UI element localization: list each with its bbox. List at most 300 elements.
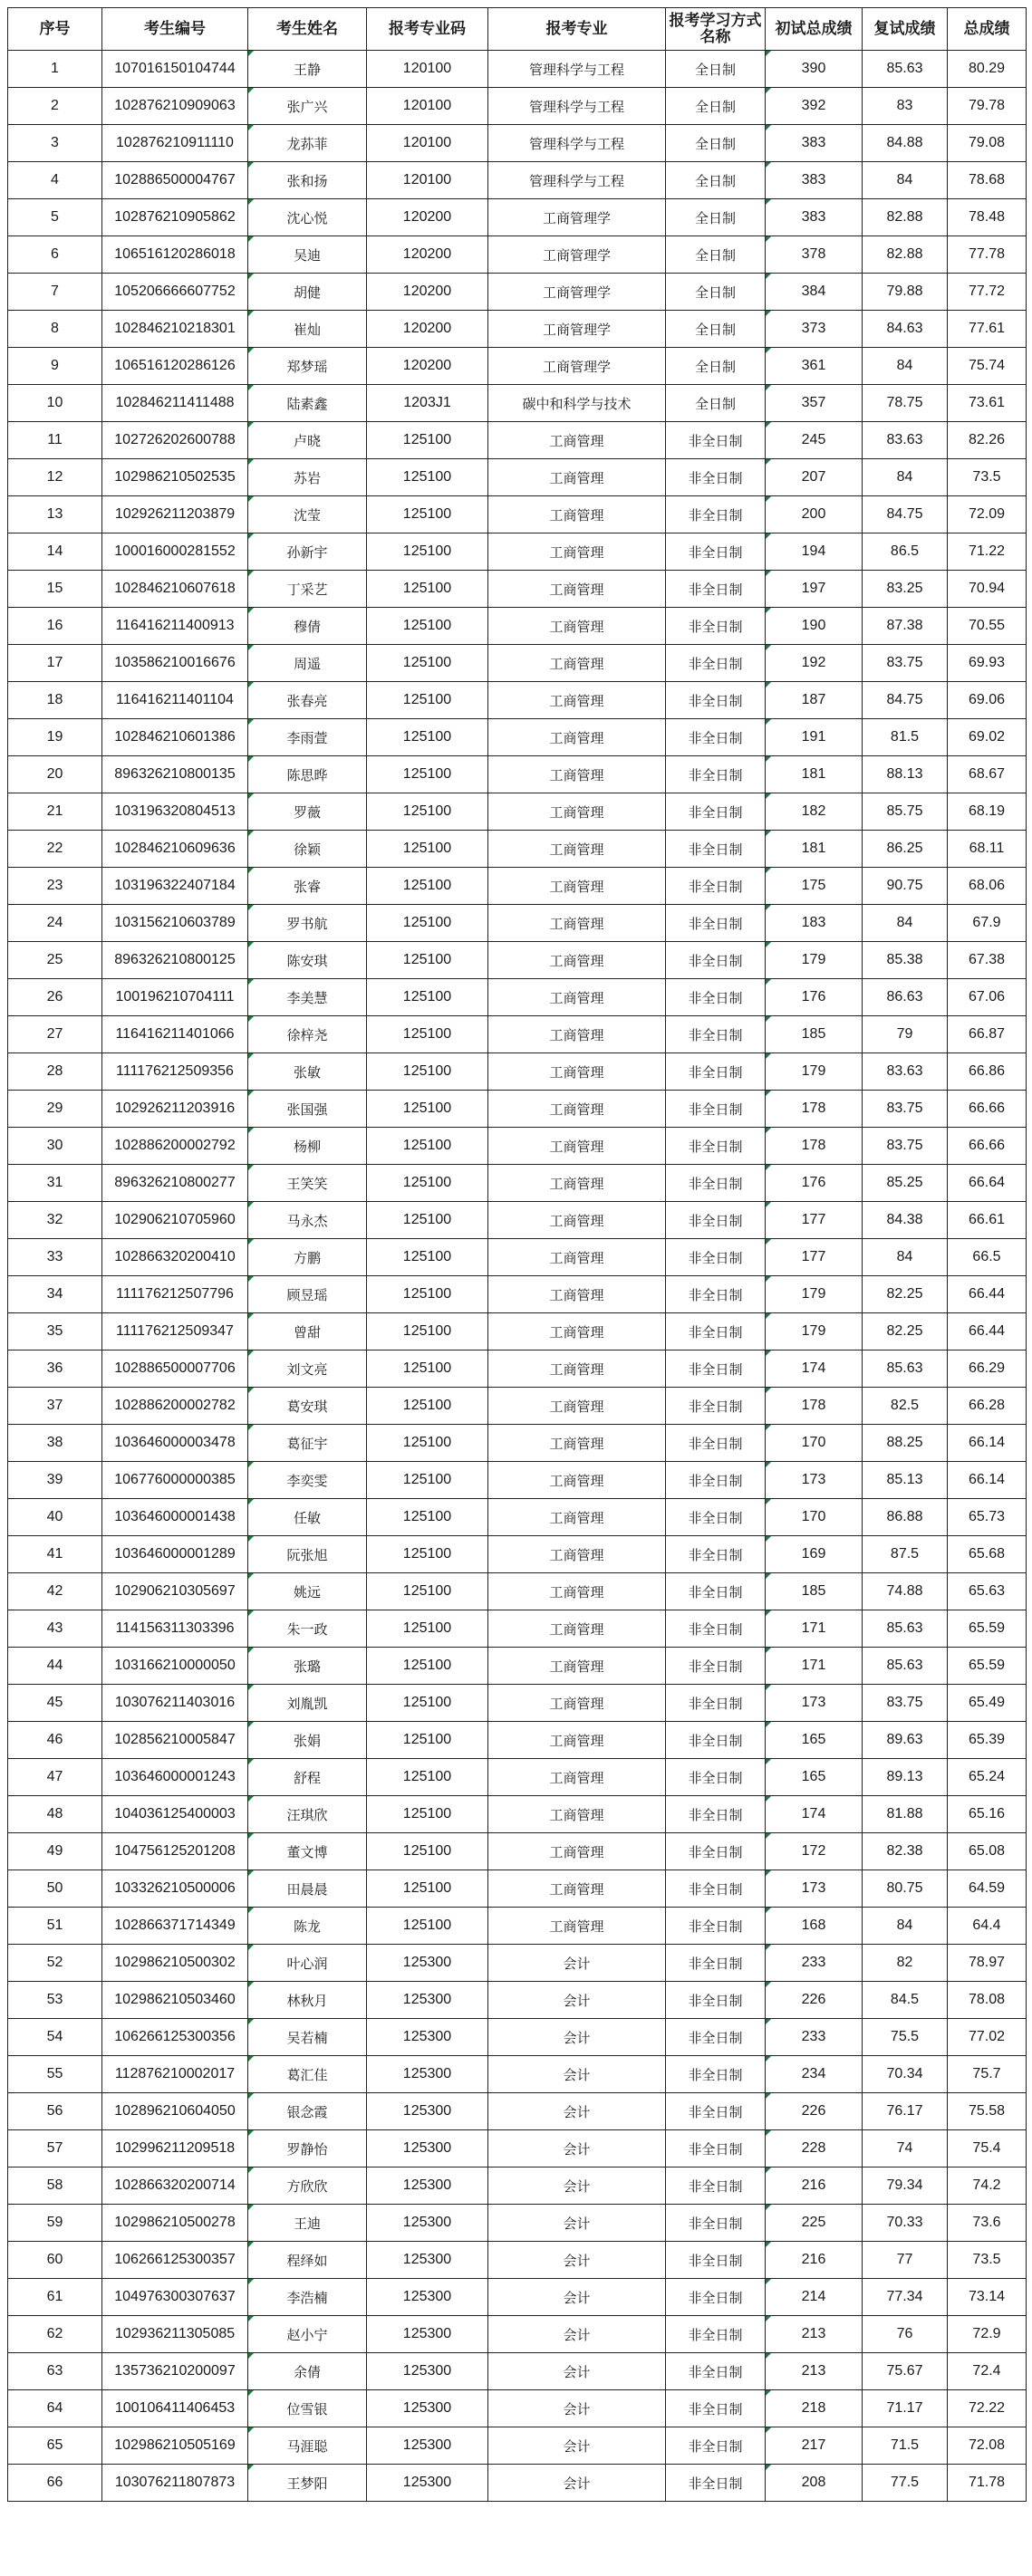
cell-major-code: 125100 — [367, 719, 488, 756]
col-header-initial-score: 初试总成绩 — [766, 8, 863, 51]
cell-major-code: 125100 — [367, 1350, 488, 1388]
cell-retest-score: 70.34 — [863, 2056, 948, 2093]
cell-retest-score: 79.34 — [863, 2167, 948, 2205]
cell-major: 会计 — [488, 2056, 666, 2093]
cell-name: 王梦阳 — [248, 2465, 367, 2502]
cell-major-code: 125100 — [367, 793, 488, 831]
cell-major: 工商管理 — [488, 905, 666, 942]
cell-candidate-id: 111176212509347 — [102, 1313, 248, 1350]
cell-major-code: 120200 — [367, 348, 488, 385]
cell-initial-score: 178 — [766, 1128, 863, 1165]
cell-major-code: 125100 — [367, 1648, 488, 1685]
cell-initial-score: 392 — [766, 88, 863, 125]
cell-index: 33 — [8, 1239, 102, 1276]
cell-retest-score: 81.5 — [863, 719, 948, 756]
cell-index: 12 — [8, 459, 102, 496]
cell-retest-score: 74.88 — [863, 1573, 948, 1610]
cell-candidate-id: 102886200002782 — [102, 1388, 248, 1425]
cell-candidate-id: 102906210705960 — [102, 1202, 248, 1239]
cell-major-code: 125100 — [367, 1462, 488, 1499]
cell-total-score: 75.4 — [948, 2130, 1027, 2167]
cell-total-score: 77.02 — [948, 2019, 1027, 2056]
cell-candidate-id: 896326210800277 — [102, 1165, 248, 1202]
table-row — [8, 2019, 1027, 2056]
cell-major: 工商管理学 — [488, 311, 666, 348]
cell-major-code: 125100 — [367, 1091, 488, 1128]
cell-total-score: 70.94 — [948, 571, 1027, 608]
cell-major: 管理科学与工程 — [488, 125, 666, 162]
cell-study-mode: 非全日制 — [666, 1053, 766, 1091]
cell-major-code: 125100 — [367, 608, 488, 645]
cell-candidate-id: 103156210603789 — [102, 905, 248, 942]
cell-total-score: 82.26 — [948, 422, 1027, 459]
cell-study-mode: 非全日制 — [666, 1091, 766, 1128]
cell-retest-score: 84.5 — [863, 1982, 948, 2019]
cell-index: 39 — [8, 1462, 102, 1499]
table-body — [8, 51, 1027, 2502]
table-row — [8, 348, 1027, 385]
cell-retest-score: 85.63 — [863, 1610, 948, 1648]
cell-retest-score: 74 — [863, 2130, 948, 2167]
cell-candidate-id: 102886500007706 — [102, 1350, 248, 1388]
cell-name: 陈思晔 — [248, 756, 367, 793]
cell-major: 会计 — [488, 2279, 666, 2316]
table-row — [8, 831, 1027, 868]
cell-initial-score: 245 — [766, 422, 863, 459]
cell-initial-score: 173 — [766, 1462, 863, 1499]
cell-total-score: 79.08 — [948, 125, 1027, 162]
col-header-major: 报考专业 — [488, 8, 666, 51]
cell-retest-score: 83.75 — [863, 1685, 948, 1722]
cell-major: 工商管理 — [488, 756, 666, 793]
cell-study-mode: 非全日制 — [666, 2167, 766, 2205]
cell-total-score: 70.55 — [948, 608, 1027, 645]
cell-name: 沈心悦 — [248, 199, 367, 236]
cell-major-code: 125300 — [367, 2242, 488, 2279]
cell-name: 罗薇 — [248, 793, 367, 831]
cell-total-score: 79.78 — [948, 88, 1027, 125]
cell-major: 工商管理 — [488, 1128, 666, 1165]
cell-total-score: 66.44 — [948, 1313, 1027, 1350]
cell-retest-score: 83.25 — [863, 571, 948, 608]
cell-major-code: 125300 — [367, 1945, 488, 1982]
cell-total-score: 72.08 — [948, 2427, 1027, 2465]
cell-initial-score: 165 — [766, 1759, 863, 1796]
cell-major: 会计 — [488, 2093, 666, 2130]
cell-major-code: 125100 — [367, 1499, 488, 1536]
cell-initial-score: 171 — [766, 1610, 863, 1648]
cell-index: 5 — [8, 199, 102, 236]
cell-retest-score: 82.5 — [863, 1388, 948, 1425]
cell-name: 刘文亮 — [248, 1350, 367, 1388]
cell-candidate-id: 102876210911110 — [102, 125, 248, 162]
cell-candidate-id: 111176212509356 — [102, 1053, 248, 1091]
cell-initial-score: 177 — [766, 1239, 863, 1276]
cell-initial-score: 176 — [766, 1165, 863, 1202]
cell-study-mode: 全日制 — [666, 88, 766, 125]
cell-retest-score: 82.25 — [863, 1276, 948, 1313]
cell-study-mode: 非全日制 — [666, 1388, 766, 1425]
cell-major: 工商管理 — [488, 1536, 666, 1573]
cell-total-score: 77.72 — [948, 274, 1027, 311]
cell-total-score: 67.38 — [948, 942, 1027, 979]
cell-major: 工商管理 — [488, 422, 666, 459]
cell-candidate-id: 103586210016676 — [102, 645, 248, 682]
cell-retest-score: 75.67 — [863, 2353, 948, 2390]
cell-candidate-id: 100196210704111 — [102, 979, 248, 1016]
cell-retest-score: 85.25 — [863, 1165, 948, 1202]
cell-initial-score: 228 — [766, 2130, 863, 2167]
cell-index: 40 — [8, 1499, 102, 1536]
cell-name: 张春亮 — [248, 682, 367, 719]
cell-retest-score: 89.63 — [863, 1722, 948, 1759]
cell-retest-score: 87.5 — [863, 1536, 948, 1573]
cell-name: 方鹏 — [248, 1239, 367, 1276]
cell-index: 13 — [8, 496, 102, 533]
cell-retest-score: 90.75 — [863, 868, 948, 905]
cell-index: 59 — [8, 2205, 102, 2242]
cell-index: 24 — [8, 905, 102, 942]
cell-retest-score: 84 — [863, 348, 948, 385]
cell-retest-score: 82 — [863, 1945, 948, 1982]
cell-name: 田晨晨 — [248, 1870, 367, 1908]
cell-major-code: 125100 — [367, 1202, 488, 1239]
cell-major-code: 125100 — [367, 1425, 488, 1462]
cell-candidate-id: 102986210502535 — [102, 459, 248, 496]
table-row — [8, 571, 1027, 608]
cell-major: 会计 — [488, 1945, 666, 1982]
table-row — [8, 2242, 1027, 2279]
cell-initial-score: 225 — [766, 2205, 863, 2242]
cell-retest-score: 82.88 — [863, 236, 948, 274]
cell-initial-score: 384 — [766, 274, 863, 311]
cell-study-mode: 非全日制 — [666, 2205, 766, 2242]
col-header-retest-score: 复试成绩 — [863, 8, 948, 51]
cell-major: 工商管理 — [488, 496, 666, 533]
cell-study-mode: 全日制 — [666, 348, 766, 385]
col-header-index: 序号 — [8, 8, 102, 51]
cell-index: 62 — [8, 2316, 102, 2353]
cell-retest-score: 86.88 — [863, 1499, 948, 1536]
cell-initial-score: 234 — [766, 2056, 863, 2093]
cell-candidate-id: 103646000003478 — [102, 1425, 248, 1462]
cell-study-mode: 非全日制 — [666, 719, 766, 756]
cell-major-code: 125100 — [367, 1239, 488, 1276]
table-row — [8, 1648, 1027, 1685]
cell-retest-score: 77 — [863, 2242, 948, 2279]
cell-index: 38 — [8, 1425, 102, 1462]
cell-study-mode: 非全日制 — [666, 1759, 766, 1796]
cell-major: 工商管理 — [488, 793, 666, 831]
cell-retest-score: 86.63 — [863, 979, 948, 1016]
cell-candidate-id: 106266125300356 — [102, 2019, 248, 2056]
cell-retest-score: 79 — [863, 1016, 948, 1053]
cell-candidate-id: 102846210607618 — [102, 571, 248, 608]
table-row — [8, 905, 1027, 942]
cell-candidate-id: 116416211401104 — [102, 682, 248, 719]
cell-total-score: 80.29 — [948, 51, 1027, 88]
cell-initial-score: 185 — [766, 1573, 863, 1610]
table-row — [8, 1499, 1027, 1536]
table-row — [8, 1722, 1027, 1759]
cell-candidate-id: 103196322407184 — [102, 868, 248, 905]
cell-candidate-id: 103076211807873 — [102, 2465, 248, 2502]
cell-name: 刘胤凯 — [248, 1685, 367, 1722]
cell-major-code: 120100 — [367, 51, 488, 88]
cell-major-code: 125300 — [367, 1982, 488, 2019]
cell-name: 吴若楠 — [248, 2019, 367, 2056]
cell-major: 工商管理 — [488, 719, 666, 756]
cell-index: 23 — [8, 868, 102, 905]
table-row — [8, 1165, 1027, 1202]
cell-index: 35 — [8, 1313, 102, 1350]
cell-study-mode: 非全日制 — [666, 1610, 766, 1648]
col-header-name: 考生姓名 — [248, 8, 367, 51]
table-row — [8, 645, 1027, 682]
cell-retest-score: 77.34 — [863, 2279, 948, 2316]
cell-total-score: 78.08 — [948, 1982, 1027, 2019]
cell-total-score: 66.64 — [948, 1165, 1027, 1202]
table-row — [8, 2167, 1027, 2205]
table-row — [8, 51, 1027, 88]
cell-initial-score: 168 — [766, 1908, 863, 1945]
cell-name: 阮张旭 — [248, 1536, 367, 1573]
cell-major-code: 125100 — [367, 682, 488, 719]
cell-study-mode: 全日制 — [666, 236, 766, 274]
cell-candidate-id: 102986210500302 — [102, 1945, 248, 1982]
cell-name: 罗静怡 — [248, 2130, 367, 2167]
cell-index: 50 — [8, 1870, 102, 1908]
cell-retest-score: 89.13 — [863, 1759, 948, 1796]
cell-initial-score: 179 — [766, 1313, 863, 1350]
cell-major: 工商管理 — [488, 979, 666, 1016]
cell-name: 陆素鑫 — [248, 385, 367, 422]
table-row — [8, 385, 1027, 422]
cell-index: 65 — [8, 2427, 102, 2465]
cell-retest-score: 85.75 — [863, 793, 948, 831]
cell-major: 工商管理 — [488, 645, 666, 682]
cell-initial-score: 233 — [766, 2019, 863, 2056]
cell-initial-score: 179 — [766, 1053, 863, 1091]
cell-index: 45 — [8, 1685, 102, 1722]
cell-retest-score: 84 — [863, 459, 948, 496]
cell-name: 杨柳 — [248, 1128, 367, 1165]
cell-initial-score: 207 — [766, 459, 863, 496]
cell-study-mode: 非全日制 — [666, 1016, 766, 1053]
cell-total-score: 65.08 — [948, 1833, 1027, 1870]
cell-retest-score: 76 — [863, 2316, 948, 2353]
cell-candidate-id: 102936211305085 — [102, 2316, 248, 2353]
cell-candidate-id: 103646000001438 — [102, 1499, 248, 1536]
cell-initial-score: 170 — [766, 1425, 863, 1462]
cell-index: 7 — [8, 274, 102, 311]
cell-study-mode: 非全日制 — [666, 1796, 766, 1833]
cell-major-code: 125100 — [367, 1388, 488, 1425]
table-row — [8, 2130, 1027, 2167]
cell-study-mode: 非全日制 — [666, 1350, 766, 1388]
cell-retest-score: 84 — [863, 1239, 948, 1276]
cell-initial-score: 194 — [766, 533, 863, 571]
table-row — [8, 1982, 1027, 2019]
cell-name: 程绎如 — [248, 2242, 367, 2279]
cell-candidate-id: 102926211203916 — [102, 1091, 248, 1128]
cell-candidate-id: 104976300307637 — [102, 2279, 248, 2316]
cell-study-mode: 全日制 — [666, 162, 766, 199]
cell-initial-score: 176 — [766, 979, 863, 1016]
cell-name: 叶心润 — [248, 1945, 367, 1982]
cell-name: 穆倩 — [248, 608, 367, 645]
cell-initial-score: 171 — [766, 1648, 863, 1685]
table-row — [8, 942, 1027, 979]
cell-index: 27 — [8, 1016, 102, 1053]
cell-name: 马永杰 — [248, 1202, 367, 1239]
cell-candidate-id: 105206666607752 — [102, 274, 248, 311]
table-row — [8, 162, 1027, 199]
table-row — [8, 2465, 1027, 2502]
cell-study-mode: 非全日制 — [666, 1870, 766, 1908]
col-header-study-mode: 报考学习方式名称 — [666, 8, 766, 51]
cell-major: 工商管理 — [488, 1202, 666, 1239]
cell-total-score: 73.5 — [948, 2242, 1027, 2279]
cell-name: 郑梦瑶 — [248, 348, 367, 385]
cell-candidate-id: 102866371714349 — [102, 1908, 248, 1945]
cell-index: 16 — [8, 608, 102, 645]
cell-retest-score: 85.63 — [863, 1648, 948, 1685]
cell-major: 工商管理 — [488, 1908, 666, 1945]
cell-candidate-id: 102896210604050 — [102, 2093, 248, 2130]
cell-major-code: 125100 — [367, 1908, 488, 1945]
cell-total-score: 65.59 — [948, 1648, 1027, 1685]
cell-total-score: 66.44 — [948, 1276, 1027, 1313]
cell-major-code: 125100 — [367, 756, 488, 793]
cell-retest-score: 84 — [863, 162, 948, 199]
cell-initial-score: 208 — [766, 2465, 863, 2502]
cell-candidate-id: 102926211203879 — [102, 496, 248, 533]
cell-total-score: 65.16 — [948, 1796, 1027, 1833]
cell-index: 48 — [8, 1796, 102, 1833]
cell-total-score: 71.22 — [948, 533, 1027, 571]
cell-index: 22 — [8, 831, 102, 868]
cell-candidate-id: 103196320804513 — [102, 793, 248, 831]
cell-major: 工商管理 — [488, 1276, 666, 1313]
cell-name: 胡健 — [248, 274, 367, 311]
cell-major-code: 1203J1 — [367, 385, 488, 422]
cell-major: 工商管理 — [488, 1165, 666, 1202]
table-row — [8, 533, 1027, 571]
cell-index: 57 — [8, 2130, 102, 2167]
cell-index: 41 — [8, 1536, 102, 1573]
cell-total-score: 78.97 — [948, 1945, 1027, 1982]
cell-name: 苏岩 — [248, 459, 367, 496]
cell-retest-score: 71.17 — [863, 2390, 948, 2427]
cell-initial-score: 165 — [766, 1722, 863, 1759]
cell-name: 董文博 — [248, 1833, 367, 1870]
cell-initial-score: 178 — [766, 1388, 863, 1425]
cell-initial-score: 172 — [766, 1833, 863, 1870]
cell-index: 25 — [8, 942, 102, 979]
cell-total-score: 78.68 — [948, 162, 1027, 199]
cell-retest-score: 84.75 — [863, 682, 948, 719]
cell-study-mode: 非全日制 — [666, 1648, 766, 1685]
cell-study-mode: 非全日制 — [666, 533, 766, 571]
cell-name: 王笑笑 — [248, 1165, 367, 1202]
cell-initial-score: 175 — [766, 868, 863, 905]
cell-study-mode: 非全日制 — [666, 1128, 766, 1165]
cell-major-code: 125100 — [367, 1165, 488, 1202]
cell-initial-score: 173 — [766, 1870, 863, 1908]
cell-index: 28 — [8, 1053, 102, 1091]
cell-retest-score: 83.75 — [863, 1128, 948, 1165]
cell-retest-score: 77.5 — [863, 2465, 948, 2502]
cell-candidate-id: 102856210005847 — [102, 1722, 248, 1759]
cell-name: 卢晓 — [248, 422, 367, 459]
cell-retest-score: 78.75 — [863, 385, 948, 422]
cell-major-code: 125300 — [367, 2130, 488, 2167]
table-row — [8, 1610, 1027, 1648]
table-row — [8, 979, 1027, 1016]
cell-name: 顾昱瑶 — [248, 1276, 367, 1313]
cell-index: 17 — [8, 645, 102, 682]
cell-major: 碳中和科学与技术 — [488, 385, 666, 422]
cell-initial-score: 187 — [766, 682, 863, 719]
cell-index: 60 — [8, 2242, 102, 2279]
cell-major-code: 120200 — [367, 199, 488, 236]
cell-name: 李雨萱 — [248, 719, 367, 756]
cell-total-score: 73.5 — [948, 459, 1027, 496]
cell-name: 沈莹 — [248, 496, 367, 533]
cell-candidate-id: 103646000001243 — [102, 1759, 248, 1796]
cell-name: 马涯聪 — [248, 2427, 367, 2465]
cell-initial-score: 177 — [766, 1202, 863, 1239]
cell-name: 徐颖 — [248, 831, 367, 868]
cell-index: 54 — [8, 2019, 102, 2056]
cell-major: 工商管理 — [488, 1425, 666, 1462]
cell-index: 66 — [8, 2465, 102, 2502]
cell-study-mode: 非全日制 — [666, 608, 766, 645]
table-row — [8, 1128, 1027, 1165]
cell-retest-score: 83.63 — [863, 1053, 948, 1091]
cell-retest-score: 86.5 — [863, 533, 948, 571]
cell-major-code: 120200 — [367, 274, 488, 311]
cell-study-mode: 全日制 — [666, 274, 766, 311]
cell-retest-score: 76.17 — [863, 2093, 948, 2130]
cell-initial-score: 216 — [766, 2242, 863, 2279]
cell-candidate-id: 102866320200714 — [102, 2167, 248, 2205]
table-row — [8, 2279, 1027, 2316]
cell-total-score: 75.74 — [948, 348, 1027, 385]
cell-name: 林秋月 — [248, 1982, 367, 2019]
cell-total-score: 66.61 — [948, 1202, 1027, 1239]
cell-major-code: 125300 — [367, 2279, 488, 2316]
cell-total-score: 69.06 — [948, 682, 1027, 719]
cell-name: 徐梓尧 — [248, 1016, 367, 1053]
cell-study-mode: 非全日制 — [666, 2279, 766, 2316]
table-row — [8, 2353, 1027, 2390]
cell-candidate-id: 116416211401066 — [102, 1016, 248, 1053]
cell-index: 21 — [8, 793, 102, 831]
cell-retest-score: 83.63 — [863, 422, 948, 459]
cell-index: 46 — [8, 1722, 102, 1759]
cell-major-code: 125300 — [367, 2167, 488, 2205]
table-row — [8, 2205, 1027, 2242]
cell-candidate-id: 106776000000385 — [102, 1462, 248, 1499]
cell-candidate-id: 107016150104744 — [102, 51, 248, 88]
cell-index: 20 — [8, 756, 102, 793]
cell-total-score: 64.59 — [948, 1870, 1027, 1908]
cell-major-code: 125100 — [367, 1870, 488, 1908]
cell-name: 张娟 — [248, 1722, 367, 1759]
cell-index: 30 — [8, 1128, 102, 1165]
